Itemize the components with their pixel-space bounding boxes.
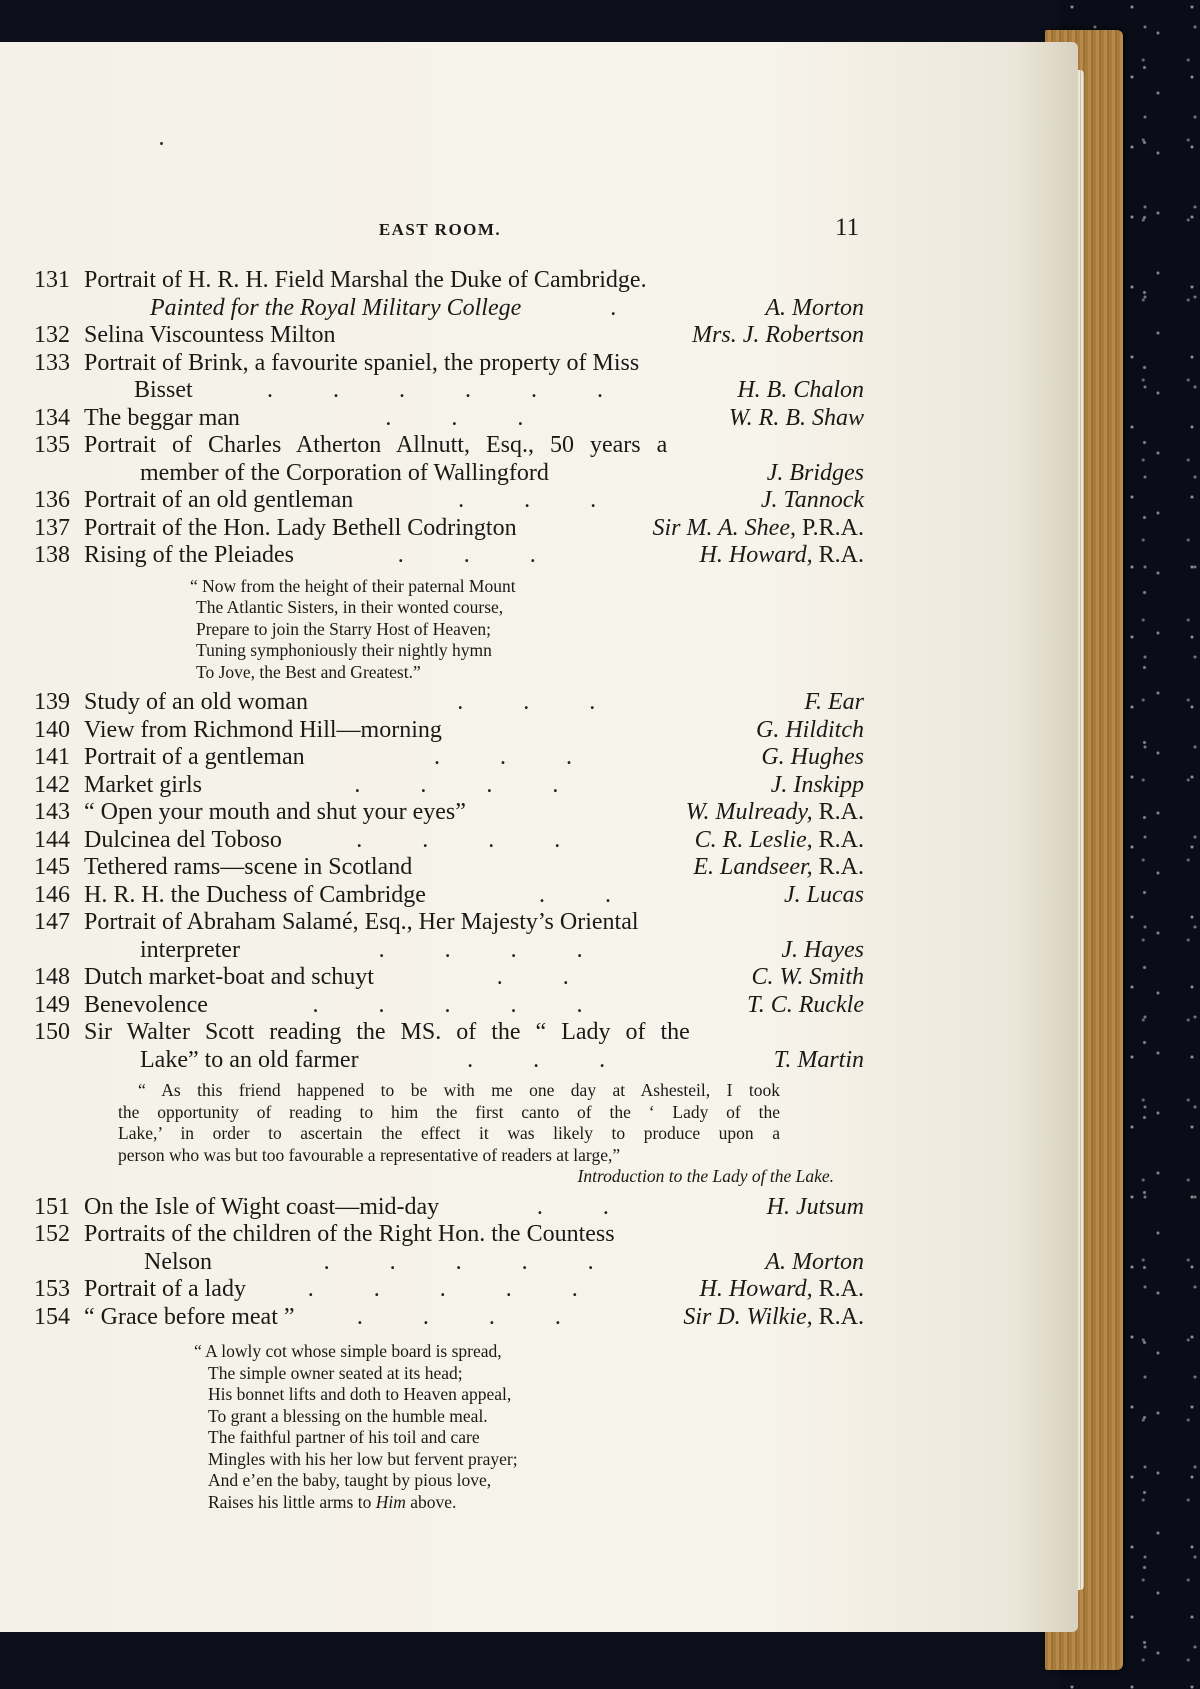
verse-text: Raises his little arms to bbox=[208, 1491, 376, 1512]
catalogue-entry-continuation bbox=[34, 377, 864, 405]
verse-line: Mingles with his her low but fervent prayer; bbox=[208, 1448, 518, 1469]
verse-line bbox=[194, 1492, 864, 1514]
running-head: EAST ROOM. bbox=[378, 220, 502, 239]
catalogue-entry bbox=[34, 267, 864, 295]
entry-artist: Sir D. Wilkie, bbox=[683, 1303, 813, 1330]
leader-dots: ... bbox=[433, 744, 632, 770]
page-number: 11 bbox=[835, 214, 860, 241]
entry-title: Portrait of Abraham Salamé, Esq., Her Majesty’s Oriental bbox=[84, 909, 639, 935]
entry-artist: Sir M. A. Shee, bbox=[652, 514, 796, 541]
entry-number: 141 bbox=[34, 744, 70, 770]
catalogue-entry bbox=[34, 772, 864, 800]
entry-number: 145 bbox=[34, 854, 70, 880]
entry-number: 134 bbox=[34, 404, 70, 431]
verse-line: To Jove, the Best and Greatest.” bbox=[196, 661, 421, 682]
catalogue-entry bbox=[34, 515, 864, 543]
entry-artist: A. Morton bbox=[765, 294, 864, 321]
entry-artist: T. Martin bbox=[773, 1046, 864, 1073]
leader-dots: ..... bbox=[323, 1248, 654, 1275]
leader-dots: .... bbox=[354, 771, 619, 798]
leader-dots: . bbox=[610, 294, 677, 321]
entry-artist: H. Howard, bbox=[699, 542, 813, 568]
entry-number: 138 bbox=[34, 542, 70, 568]
entry-title: Portrait of Brink, a favourite spaniel, the property of Miss bbox=[84, 349, 640, 376]
entry-title: Study of an old woman bbox=[84, 689, 308, 715]
entry-title: The beggar man bbox=[84, 404, 240, 431]
entry-number: 137 bbox=[34, 514, 70, 541]
quotation-line: the opportunity of reading to him the first canto of the ‘ Lady of the bbox=[118, 1101, 780, 1122]
catalogue-entry-continuation bbox=[34, 937, 864, 965]
entry-number: 154 bbox=[34, 1303, 70, 1330]
leader-dots: ... bbox=[385, 404, 584, 431]
entry-artist: W. R. B. Shaw bbox=[728, 404, 864, 431]
entry-title-continued: Nelson bbox=[144, 1248, 212, 1275]
catalogue-entry bbox=[34, 405, 864, 433]
catalogue-entry bbox=[34, 1276, 864, 1304]
entry-artist-suffix: P.R.A. bbox=[795, 514, 864, 541]
catalogue-entry bbox=[34, 1221, 864, 1249]
verse-quotation bbox=[34, 1341, 864, 1513]
entry-title: Dutch market-boat and schuyt bbox=[84, 964, 374, 990]
entry-title: View from Richmond Hill—morning bbox=[84, 716, 442, 743]
catalogue-entry bbox=[34, 1019, 864, 1047]
catalogue-entry bbox=[34, 909, 864, 937]
entry-artist-suffix: R.A. bbox=[812, 1303, 864, 1330]
verse-line: Prepare to join the Starry Host of Heaven; bbox=[196, 618, 491, 639]
verse-line: The faithful partner of his toil and care bbox=[208, 1427, 480, 1447]
entry-artist: H. B. Chalon bbox=[737, 377, 864, 403]
quotation-line: “ As this friend happened to be with me one day at Ashesteil, I took bbox=[138, 1080, 780, 1100]
entry-title: Dulcinea del Toboso bbox=[84, 826, 282, 853]
quotation-attribution: Introduction to the Lady of the Lake. bbox=[577, 1166, 834, 1186]
verse-line: His bonnet lifts and doth to Heaven appeal, bbox=[208, 1384, 512, 1404]
leader-dots: ...... bbox=[267, 377, 663, 403]
entry-title: Sir Walter Scott reading the MS. of the “ Lady of the bbox=[84, 1019, 690, 1045]
entry-number: 148 bbox=[34, 964, 70, 990]
entry-title: “ Grace before meat ” bbox=[84, 1303, 295, 1330]
catalogue-entry bbox=[34, 827, 864, 855]
entry-number: 149 bbox=[34, 991, 70, 1018]
ink-speck bbox=[160, 142, 163, 145]
leader-dots: ..... bbox=[307, 1276, 638, 1302]
entry-artist: H. Jutsum bbox=[766, 1193, 864, 1220]
entry-title: Market girls bbox=[84, 771, 202, 798]
leader-dots: .... bbox=[356, 826, 621, 853]
entry-number: 133 bbox=[34, 349, 70, 376]
entry-subtitle: Painted for the Royal Military College bbox=[150, 294, 522, 321]
entry-title: Portrait of a lady bbox=[84, 1276, 246, 1302]
verse-line: “ A lowly cot whose simple board is spread, bbox=[194, 1341, 502, 1361]
catalogue-entry bbox=[34, 350, 864, 378]
prose-quotation bbox=[34, 1080, 864, 1188]
entry-number: 153 bbox=[34, 1276, 70, 1302]
entry-number: 142 bbox=[34, 771, 70, 798]
entry-artist: A. Morton bbox=[765, 1248, 864, 1275]
entry-title-continued: Lake” to an old farmer bbox=[140, 1046, 359, 1073]
entry-artist: Mrs. J. Robertson bbox=[692, 322, 864, 348]
catalogue-entry bbox=[34, 799, 864, 827]
catalogue-entry bbox=[34, 322, 864, 350]
entry-number: 146 bbox=[34, 881, 70, 908]
catalogue-entry bbox=[34, 1194, 864, 1222]
entry-number: 144 bbox=[34, 826, 70, 853]
entry-title-continued: Bisset bbox=[134, 377, 193, 403]
entry-number: 135 bbox=[34, 432, 70, 458]
entry-title: Portraits of the children of the Right Hon. the Countess bbox=[84, 1221, 615, 1247]
book-page bbox=[0, 42, 1078, 1632]
entry-artist: T. C. Ruckle bbox=[747, 991, 864, 1018]
leader-dots: ... bbox=[397, 542, 596, 568]
verse-emphasis: Him bbox=[375, 1491, 406, 1512]
verse-line: And e’en the baby, taught by pious love, bbox=[208, 1470, 492, 1490]
entry-title: Selina Viscountess Milton bbox=[84, 322, 336, 348]
entry-number: 139 bbox=[34, 689, 70, 715]
catalogue-entry bbox=[34, 744, 864, 772]
catalogue-entry bbox=[34, 964, 864, 992]
entry-title-continued: interpreter bbox=[140, 936, 240, 963]
catalogue-entry bbox=[34, 542, 864, 570]
entry-artist: F. Ear bbox=[804, 689, 864, 715]
catalogue-entry-continuation bbox=[34, 460, 864, 488]
entry-title: Portrait of Charles Atherton Allnutt, Esq., 50 years a bbox=[84, 432, 668, 458]
entry-artist: J. Tannock bbox=[760, 487, 864, 513]
entry-title: Portrait of an old gentleman bbox=[84, 487, 354, 513]
entry-title: H. R. H. the Duchess of Cambridge bbox=[84, 881, 426, 908]
entry-artist: J. Inskipp bbox=[770, 771, 864, 798]
entry-title: Portrait of the Hon. Lady Bethell Codrington bbox=[84, 514, 517, 541]
entry-artist: H. Howard, bbox=[699, 1276, 813, 1302]
entry-title: Portrait of H. R. H. Field Marshal the Duke of Cambridge. bbox=[84, 267, 647, 293]
entry-number: 140 bbox=[34, 716, 70, 743]
entry-artist: G. Hughes bbox=[761, 744, 864, 770]
entry-artist-suffix: R.A. bbox=[812, 854, 864, 880]
entry-number: 152 bbox=[34, 1221, 70, 1247]
entry-number: 136 bbox=[34, 487, 70, 513]
leader-dots: ... bbox=[457, 689, 656, 715]
entry-number: 151 bbox=[34, 1193, 70, 1220]
leader-dots: .. bbox=[496, 964, 629, 990]
verse-quotation bbox=[34, 576, 864, 684]
catalogue-entry-continuation bbox=[34, 295, 864, 323]
entry-artist: J. Lucas bbox=[784, 881, 864, 908]
verse-line: To grant a blessing on the humble meal. bbox=[208, 1405, 488, 1426]
quotation-line: Lake,’ in order to ascertain the effect it was likely to produce upon a bbox=[118, 1123, 780, 1143]
catalogue-entry bbox=[34, 882, 864, 910]
catalogue-entry-continuation bbox=[34, 1047, 864, 1075]
leader-dots: .. bbox=[538, 881, 671, 908]
leader-dots: ..... bbox=[312, 991, 643, 1018]
verse-line: “ Now from the height of their paternal Mount bbox=[190, 575, 516, 596]
entry-artist: E. Landseer, bbox=[693, 854, 813, 880]
entry-number: 132 bbox=[34, 322, 70, 348]
verse-line: The simple owner seated at its head; bbox=[208, 1362, 463, 1383]
entry-number: 131 bbox=[34, 267, 70, 293]
entry-artist: G. Hilditch bbox=[756, 716, 864, 743]
entry-title: “ Open your mouth and shut your eyes” bbox=[84, 799, 466, 825]
entry-title: On the Isle of Wight coast—mid-day bbox=[84, 1193, 440, 1220]
verse-text: above. bbox=[405, 1491, 457, 1512]
catalogue-entry bbox=[34, 432, 864, 460]
entry-artist: J. Bridges bbox=[766, 459, 864, 486]
quotation-line: person who was but too favourable a representative of readers at large,” bbox=[118, 1144, 621, 1165]
entry-title: Tethered rams—scene in Scotland bbox=[84, 854, 413, 880]
verse-line: Tuning symphoniously their nightly hymn bbox=[196, 640, 492, 660]
leader-dots: ... bbox=[458, 487, 657, 513]
entry-title: Rising of the Pleiades bbox=[84, 542, 294, 568]
entry-title-continued: member of the Corporation of Wallingford bbox=[140, 459, 549, 486]
entry-artist: C. R. Leslie, bbox=[694, 826, 813, 853]
catalogue-entry bbox=[34, 689, 864, 717]
entry-artist: W. Mulready, bbox=[685, 799, 813, 825]
catalogue-entry bbox=[34, 487, 864, 515]
catalogue-entries bbox=[34, 267, 864, 1519]
entry-number: 147 bbox=[34, 909, 70, 935]
leader-dots: ... bbox=[467, 1046, 666, 1073]
verse-line: The Atlantic Sisters, in their wonted course, bbox=[196, 597, 504, 617]
catalogue-entry-continuation bbox=[34, 1249, 864, 1277]
leader-dots: .... bbox=[356, 1303, 621, 1330]
catalogue-entry bbox=[34, 854, 864, 882]
entry-number: 143 bbox=[34, 799, 70, 825]
entry-artist-suffix: R.A. bbox=[812, 1276, 864, 1302]
entry-title: Benevolence bbox=[84, 991, 208, 1018]
entry-artist-suffix: R.A. bbox=[812, 826, 864, 853]
catalogue-entry bbox=[34, 992, 864, 1020]
entry-artist: J. Hayes bbox=[781, 936, 864, 963]
catalogue-entry bbox=[34, 717, 864, 745]
entry-artist-suffix: R.A. bbox=[812, 542, 864, 568]
entry-title: Portrait of a gentleman bbox=[84, 744, 305, 770]
entry-number: 150 bbox=[34, 1019, 70, 1045]
leader-dots: .... bbox=[378, 936, 643, 963]
entry-artist-suffix: R.A. bbox=[812, 799, 864, 825]
catalogue-entry bbox=[34, 1304, 864, 1332]
entry-artist: C. W. Smith bbox=[751, 964, 864, 990]
leader-dots: .. bbox=[536, 1193, 669, 1220]
